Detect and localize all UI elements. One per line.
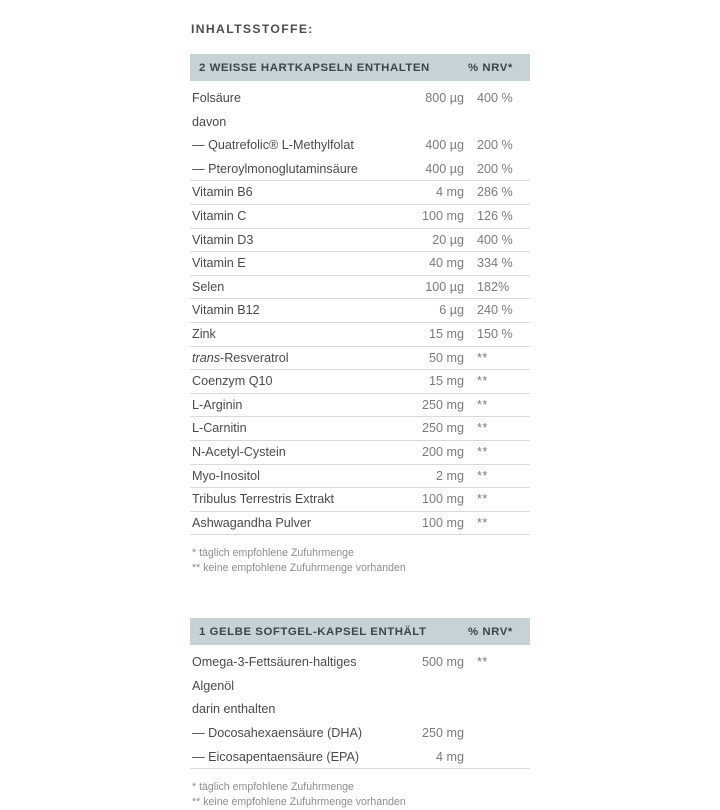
row-amount: 6 µg [439, 303, 464, 318]
table-body-hard-capsules [190, 81, 530, 534]
row-label: darin enthalten [192, 702, 276, 717]
row-amount: 40 mg [428, 256, 464, 271]
row-amount: 400 µg [425, 138, 464, 153]
row-amount: 15 mg [428, 374, 464, 389]
table-row [190, 204, 530, 228]
table-row [190, 697, 530, 721]
row-label: Myo-Inositol [192, 468, 260, 483]
row-label: L-Arginin [192, 397, 243, 412]
table-row [190, 464, 530, 488]
row-amount: 100 mg [421, 492, 464, 507]
table-row [190, 275, 530, 299]
table-row [190, 674, 530, 698]
table-row [190, 511, 530, 535]
row-label: — Docosahexaensäure (DHA) [192, 726, 363, 741]
row-amount: 15 mg [428, 326, 464, 341]
table-row [190, 322, 530, 346]
row-amount: 2 mg [436, 468, 464, 483]
row-label: Vitamin D3 [192, 232, 254, 247]
row-nrv: ** [477, 374, 488, 389]
table-header-band-hard-capsules [190, 54, 530, 81]
table-row [190, 393, 530, 417]
table-row [190, 157, 530, 181]
row-amount: 250 mg [421, 421, 464, 436]
row-amount: 4 mg [436, 749, 464, 764]
row-amount: 500 mg [421, 655, 464, 670]
footnote: ** keine empfohlene Zufuhrmenge vorhanden [192, 562, 406, 575]
row-amount: 50 mg [428, 350, 464, 365]
table-bottom-rule [190, 534, 530, 535]
row-label: N-Acetyl-Cystein [192, 444, 286, 459]
row-label: Algenöl [192, 678, 235, 693]
row-label: Vitamin B6 [192, 185, 253, 200]
row-nrv: ** [477, 468, 488, 483]
table-row [190, 487, 530, 511]
footnote: * täglich empfohlene Zufuhrmenge [192, 781, 354, 794]
table-row [190, 369, 530, 393]
footnote: * täglich empfohlene Zufuhrmenge [192, 547, 354, 560]
row-amount: 200 mg [421, 444, 464, 459]
table-row [190, 133, 530, 157]
table-row [190, 86, 530, 110]
row-amount: 250 mg [421, 397, 464, 412]
row-nrv: ** [477, 397, 488, 412]
table-header-title: 1 GELBE SOFTGEL-KAPSEL ENTHÄLT [199, 625, 427, 638]
row-amount: 250 mg [421, 726, 464, 741]
table-body-softgel [190, 645, 530, 768]
row-label: Ashwagandha Pulver [192, 515, 312, 530]
table-row [190, 416, 530, 440]
row-amount: 100 µg [425, 279, 464, 294]
row-nrv: ** [477, 350, 488, 365]
row-amount: 800 µg [425, 91, 464, 105]
row-nrv: 400 % [477, 91, 513, 105]
row-label: — Eicosapentaensäure (EPA) [192, 749, 360, 764]
row-nrv: 200 % [477, 161, 513, 176]
table-row [190, 650, 530, 674]
table-row [190, 440, 530, 464]
table-row [190, 721, 530, 745]
table-header-nrv: % NRV* [468, 625, 513, 638]
row-label: Vitamin B12 [192, 303, 260, 318]
row-nrv: 200 % [477, 138, 513, 153]
row-nrv: 286 % [477, 185, 513, 200]
row-label: Tribulus Terrestris Extrakt [192, 492, 335, 507]
row-label: Folsäure [192, 91, 241, 105]
table-row [190, 745, 530, 769]
row-nrv: 334 % [477, 256, 513, 271]
table-bottom-rule [190, 768, 530, 769]
table-row [190, 110, 530, 134]
row-label: trans-Resveratrol [192, 350, 289, 365]
row-amount: 100 mg [421, 208, 464, 223]
footnotes-hard-capsules [190, 546, 530, 576]
row-nrv: ** [477, 492, 488, 507]
row-label: Vitamin E [192, 256, 246, 271]
nutrition-table-hard-capsules [190, 54, 530, 576]
row-label: — Quatrefolic® L-Methylfolat [192, 138, 354, 153]
row-nrv: 150 % [477, 326, 513, 341]
table-row [190, 298, 530, 322]
content-column [190, 22, 530, 810]
table-row [190, 228, 530, 252]
table-row [190, 346, 530, 370]
page-title: INHALTSSTOFFE: [191, 22, 314, 36]
section-spacer [190, 576, 530, 618]
row-label: L-Carnitin [192, 421, 247, 436]
row-label: davon [192, 114, 227, 129]
row-label: Omega-3-Fettsäuren-haltiges [192, 655, 357, 670]
table-row [190, 251, 530, 275]
row-amount: 100 mg [421, 515, 464, 530]
row-nrv: 400 % [477, 232, 513, 247]
row-label: Vitamin C [192, 208, 247, 223]
row-amount: 400 µg [425, 161, 464, 176]
row-nrv: ** [477, 515, 488, 530]
row-nrv: ** [477, 421, 488, 436]
row-amount: 20 µg [432, 232, 464, 247]
footnotes-softgel [190, 780, 530, 810]
row-label: — Pteroylmonoglutaminsäure [192, 161, 358, 176]
nutrition-table-softgel [190, 618, 530, 810]
table-header-nrv: % NRV* [468, 61, 513, 74]
row-label: Selen [192, 279, 225, 294]
row-nrv: 182% [477, 279, 510, 294]
row-nrv: 126 % [477, 208, 513, 223]
footnote: ** keine empfohlene Zufuhrmenge vorhanden [192, 796, 406, 809]
row-amount: 4 mg [436, 185, 464, 200]
row-nrv: ** [477, 444, 488, 459]
row-nrv: 240 % [477, 303, 513, 318]
table-header-band-softgel [190, 618, 530, 645]
table-header-title: 2 WEISSE HARTKAPSELN ENTHALTEN [199, 61, 430, 74]
row-label: Coenzym Q10 [192, 374, 273, 389]
row-label: Zink [192, 326, 216, 341]
table-row [190, 180, 530, 204]
row-nrv: ** [477, 655, 488, 670]
